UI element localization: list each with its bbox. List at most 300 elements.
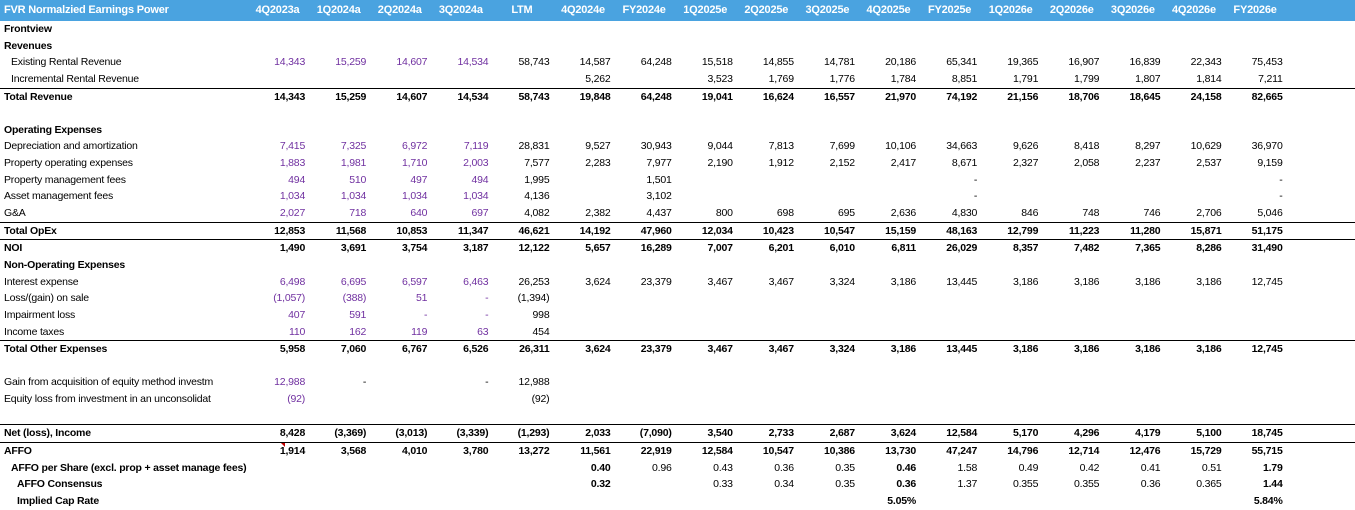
data-cell[interactable]: 6,010 xyxy=(829,242,855,255)
row-label[interactable]: Property operating expenses xyxy=(4,157,133,170)
data-cell[interactable]: 5,046 xyxy=(1257,207,1283,220)
data-cell[interactable]: 4,010 xyxy=(402,445,428,458)
data-cell[interactable]: 2,027 xyxy=(279,207,306,220)
data-cell[interactable]: 846 xyxy=(1021,207,1039,220)
data-cell[interactable]: 16,839 xyxy=(1129,56,1161,69)
data-cell[interactable]: 10,547 xyxy=(762,445,794,458)
data-cell[interactable]: 0.40 xyxy=(590,461,611,474)
data-cell[interactable]: 4,296 xyxy=(1074,427,1100,440)
data-cell[interactable]: 494 xyxy=(288,173,306,186)
data-cell[interactable]: 16,557 xyxy=(824,90,855,103)
row-label[interactable]: Asset management fees xyxy=(4,190,114,203)
data-cell[interactable]: 718 xyxy=(349,207,367,220)
data-cell[interactable]: (1,057) xyxy=(273,292,306,305)
data-cell[interactable]: 16,289 xyxy=(640,242,672,255)
data-cell[interactable]: 2,687 xyxy=(829,427,855,440)
data-cell[interactable]: - xyxy=(485,376,489,389)
data-cell[interactable]: 5.84% xyxy=(1253,494,1283,507)
data-cell[interactable]: 20,186 xyxy=(885,56,917,69)
data-cell[interactable]: 0.36 xyxy=(1140,478,1161,491)
row-label[interactable]: AFFO Consensus xyxy=(17,478,103,491)
row-label[interactable]: AFFO per Share (excl. prop + asset manage fees) xyxy=(11,461,247,474)
data-cell[interactable]: 4,179 xyxy=(1135,427,1161,440)
column-header[interactable]: 2Q2024a xyxy=(377,4,422,16)
data-cell[interactable]: 12,853 xyxy=(274,224,306,237)
data-cell[interactable]: 3,780 xyxy=(463,445,489,458)
data-cell[interactable]: 3,467 xyxy=(707,343,733,356)
data-cell[interactable]: 12,988 xyxy=(518,376,550,389)
data-cell[interactable]: 7,577 xyxy=(524,157,550,170)
data-cell[interactable]: 63 xyxy=(477,325,489,338)
data-cell[interactable]: 3,568 xyxy=(340,445,367,458)
data-cell[interactable]: 23,379 xyxy=(640,275,672,288)
data-cell[interactable]: 497 xyxy=(410,173,428,186)
data-cell[interactable]: 3,324 xyxy=(829,275,855,288)
data-cell[interactable]: 7,007 xyxy=(707,242,733,255)
data-cell[interactable]: 2,733 xyxy=(768,427,794,440)
data-cell[interactable]: 31,490 xyxy=(1251,242,1283,255)
column-header[interactable]: 4Q2023a xyxy=(255,4,300,16)
row-label[interactable]: Incremental Rental Revenue xyxy=(11,72,139,85)
data-cell[interactable]: 3,186 xyxy=(1135,343,1161,356)
row-label[interactable]: Frontview xyxy=(4,23,52,35)
data-cell[interactable]: 34,663 xyxy=(946,140,978,153)
column-header[interactable]: 4Q2025e xyxy=(866,4,911,16)
column-header[interactable]: FY2026e xyxy=(1233,4,1277,16)
data-cell[interactable]: 82,665 xyxy=(1251,90,1283,103)
data-cell[interactable]: 5.05% xyxy=(887,494,917,507)
row-label[interactable]: Income taxes xyxy=(4,325,65,338)
column-header[interactable]: 2Q2025e xyxy=(744,4,789,16)
data-cell[interactable]: 0.36 xyxy=(896,478,917,491)
data-cell[interactable]: 1,769 xyxy=(768,72,794,85)
data-cell[interactable]: 19,041 xyxy=(701,90,733,103)
data-cell[interactable]: 695 xyxy=(838,207,855,220)
data-cell[interactable]: 14,192 xyxy=(579,224,611,237)
data-cell[interactable]: 3,691 xyxy=(340,242,367,255)
row-label[interactable]: Revenues xyxy=(4,39,53,52)
data-cell[interactable]: 74,192 xyxy=(946,90,978,103)
data-cell[interactable]: - xyxy=(973,190,978,203)
data-cell[interactable]: 12,122 xyxy=(518,242,550,255)
data-cell[interactable]: 12,584 xyxy=(946,427,978,440)
data-cell[interactable]: 47,960 xyxy=(640,224,672,237)
column-header[interactable]: 1Q2024a xyxy=(316,4,361,16)
data-cell[interactable]: 11,561 xyxy=(580,445,611,458)
data-cell[interactable]: (3,369) xyxy=(334,427,367,440)
data-cell[interactable]: 0.355 xyxy=(1012,478,1039,491)
data-cell[interactable]: 26,253 xyxy=(518,275,550,288)
row-label[interactable]: Depreciation and amortization xyxy=(4,140,138,153)
data-cell[interactable]: 30,943 xyxy=(640,140,672,153)
data-cell[interactable]: 1,807 xyxy=(1135,72,1161,85)
data-cell[interactable]: 2,636 xyxy=(890,207,917,220)
data-cell[interactable]: 162 xyxy=(349,325,367,338)
data-cell[interactable]: 3,186 xyxy=(1012,275,1039,288)
data-cell[interactable]: 7,060 xyxy=(340,343,367,356)
data-cell[interactable]: 3,186 xyxy=(890,275,917,288)
data-cell[interactable]: 5,657 xyxy=(585,242,611,255)
column-header[interactable]: 4Q2024e xyxy=(561,4,605,16)
data-cell[interactable]: 13,445 xyxy=(946,343,978,356)
data-cell[interactable]: 2,417 xyxy=(890,157,917,170)
data-cell[interactable]: 3,187 xyxy=(463,242,489,255)
data-cell[interactable]: 13,272 xyxy=(518,445,550,458)
data-cell[interactable]: 6,811 xyxy=(891,242,917,255)
data-cell[interactable]: 3,467 xyxy=(707,275,733,288)
data-cell[interactable]: 0.355 xyxy=(1074,478,1100,491)
data-cell[interactable]: 58,743 xyxy=(518,56,550,69)
data-cell[interactable]: 407 xyxy=(288,308,306,321)
data-cell[interactable]: 10,106 xyxy=(885,140,917,153)
data-cell[interactable]: 14,607 xyxy=(396,56,428,69)
row-label[interactable]: Net (loss), Income xyxy=(4,427,91,440)
data-cell[interactable]: 48,163 xyxy=(946,224,978,237)
data-cell[interactable]: 7,813 xyxy=(768,140,794,153)
data-cell[interactable]: 7,699 xyxy=(829,140,855,153)
data-cell[interactable]: 64,248 xyxy=(640,56,672,69)
data-cell[interactable]: 19,848 xyxy=(579,90,611,103)
data-cell[interactable]: 65,341 xyxy=(946,56,978,69)
data-cell[interactable]: 0.365 xyxy=(1196,478,1222,491)
data-cell[interactable]: 2,033 xyxy=(585,427,611,440)
data-cell[interactable]: (1,293) xyxy=(517,427,550,440)
data-cell[interactable]: 800 xyxy=(715,207,733,220)
column-header[interactable]: 3Q2025e xyxy=(805,4,850,16)
data-cell[interactable]: 1,784 xyxy=(890,72,917,85)
data-cell[interactable]: 0.51 xyxy=(1201,461,1222,474)
data-cell[interactable]: 5,170 xyxy=(1012,427,1039,440)
data-cell[interactable]: 1.37 xyxy=(957,478,978,491)
data-cell[interactable]: 14,607 xyxy=(396,90,428,103)
data-cell[interactable]: 11,568 xyxy=(335,224,367,237)
data-cell[interactable]: 2,283 xyxy=(585,157,611,170)
data-cell[interactable]: 4,830 xyxy=(951,207,978,220)
data-cell[interactable]: 3,186 xyxy=(1012,343,1039,356)
data-cell[interactable]: 1,791 xyxy=(1012,72,1039,85)
data-cell[interactable]: 2,537 xyxy=(1196,157,1222,170)
data-cell[interactable]: (1,394) xyxy=(517,292,550,305)
data-cell[interactable]: 0.96 xyxy=(652,461,672,474)
data-cell[interactable]: 3,467 xyxy=(768,343,794,356)
row-label[interactable]: NOI xyxy=(4,242,23,255)
data-cell[interactable]: 0.33 xyxy=(713,478,733,491)
column-header[interactable]: 4Q2026e xyxy=(1172,4,1216,16)
data-cell[interactable]: 4,082 xyxy=(524,207,550,220)
column-header[interactable]: 2Q2026e xyxy=(1049,4,1094,16)
data-cell[interactable]: 5,958 xyxy=(279,343,306,356)
data-cell[interactable]: 13,730 xyxy=(885,445,917,458)
data-cell[interactable]: 591 xyxy=(349,308,367,321)
sheet-title[interactable]: FVR Normalzied Earnings Power xyxy=(4,4,169,16)
data-cell[interactable]: 3,523 xyxy=(707,72,733,85)
data-cell[interactable]: (92) xyxy=(531,393,550,406)
data-cell[interactable]: 8,418 xyxy=(1074,140,1100,153)
data-cell[interactable]: 6,767 xyxy=(402,343,428,356)
data-cell[interactable]: 2,152 xyxy=(829,157,855,170)
data-cell[interactable]: 19,365 xyxy=(1007,56,1039,69)
data-cell[interactable]: 1,914 xyxy=(279,445,306,458)
data-cell[interactable]: 1,799 xyxy=(1074,72,1100,85)
data-cell[interactable]: 1,776 xyxy=(829,72,855,85)
data-cell[interactable]: 26,029 xyxy=(946,242,978,255)
data-cell[interactable]: 9,159 xyxy=(1257,157,1283,170)
data-cell[interactable]: (3,339) xyxy=(456,427,489,440)
data-cell[interactable]: 1,814 xyxy=(1196,72,1222,85)
data-cell[interactable]: 47,247 xyxy=(946,445,978,458)
row-label[interactable]: Equity loss from investment in an unconsolidat xyxy=(4,393,211,406)
data-cell[interactable]: 4,136 xyxy=(524,190,550,203)
data-cell[interactable]: - xyxy=(1279,173,1283,186)
data-cell[interactable]: 1,490 xyxy=(279,242,306,255)
data-cell[interactable]: 6,597 xyxy=(402,275,428,288)
data-cell[interactable]: 3,186 xyxy=(1074,275,1100,288)
data-cell[interactable]: 26,311 xyxy=(519,343,550,356)
data-cell[interactable]: 3,624 xyxy=(890,427,917,440)
data-cell[interactable]: 1,981 xyxy=(340,157,367,170)
data-cell[interactable]: 494 xyxy=(471,173,489,186)
data-cell[interactable]: 2,382 xyxy=(585,207,611,220)
data-cell[interactable]: - xyxy=(423,308,428,321)
data-cell[interactable]: 7,482 xyxy=(1074,242,1100,255)
data-cell[interactable]: 6,972 xyxy=(402,140,428,153)
data-cell[interactable]: 2,058 xyxy=(1074,157,1100,170)
data-cell[interactable]: 18,706 xyxy=(1068,90,1100,103)
data-cell[interactable]: 14,343 xyxy=(274,90,306,103)
data-cell[interactable]: 1,995 xyxy=(524,173,550,186)
data-cell[interactable]: 64,248 xyxy=(640,90,672,103)
data-cell[interactable]: 12,034 xyxy=(701,224,733,237)
data-cell[interactable]: 1,710 xyxy=(402,157,428,170)
data-cell[interactable]: 14,855 xyxy=(762,56,794,69)
data-cell[interactable]: (388) xyxy=(342,292,367,305)
data-cell[interactable]: 14,534 xyxy=(457,90,489,103)
data-cell[interactable]: 9,626 xyxy=(1012,140,1039,153)
row-label[interactable]: Total OpEx xyxy=(4,224,57,237)
data-cell[interactable]: 12,745 xyxy=(1251,343,1283,356)
data-cell[interactable]: 3,102 xyxy=(646,190,672,203)
data-cell[interactable]: 1,883 xyxy=(279,157,306,170)
data-cell[interactable]: 15,518 xyxy=(701,56,733,69)
column-header[interactable]: 3Q2024a xyxy=(438,4,483,16)
data-cell[interactable]: 8,428 xyxy=(279,427,306,440)
data-cell[interactable]: 3,186 xyxy=(1135,275,1161,288)
data-cell[interactable]: 14,587 xyxy=(579,56,611,69)
data-cell[interactable]: 7,415 xyxy=(279,140,306,153)
data-cell[interactable]: 3,186 xyxy=(1196,343,1222,356)
data-cell[interactable]: 6,201 xyxy=(768,242,794,255)
data-cell[interactable]: 698 xyxy=(776,207,794,220)
data-cell[interactable]: 3,624 xyxy=(585,275,611,288)
data-cell[interactable]: 11,280 xyxy=(1130,224,1161,237)
data-cell[interactable]: 14,781 xyxy=(824,56,855,69)
row-label[interactable]: Loss/(gain) on sale xyxy=(4,292,89,305)
data-cell[interactable]: 12,799 xyxy=(1007,224,1039,237)
data-cell[interactable]: 14,534 xyxy=(457,56,489,69)
data-cell[interactable]: 7,325 xyxy=(340,140,367,153)
data-cell[interactable]: 6,498 xyxy=(279,275,306,288)
data-cell[interactable]: 21,156 xyxy=(1007,90,1039,103)
data-cell[interactable]: 7,365 xyxy=(1135,242,1161,255)
data-cell[interactable]: 18,745 xyxy=(1251,427,1283,440)
data-cell[interactable]: 110 xyxy=(288,325,306,338)
data-cell[interactable]: 15,871 xyxy=(1190,224,1222,237)
data-cell[interactable]: 8,851 xyxy=(951,72,978,85)
row-label[interactable]: Total Revenue xyxy=(4,90,73,103)
data-cell[interactable]: 0.32 xyxy=(590,478,611,491)
data-cell[interactable]: 0.43 xyxy=(713,461,733,474)
data-cell[interactable]: (7,090) xyxy=(639,427,672,440)
data-cell[interactable]: (3,013) xyxy=(395,427,428,440)
data-cell[interactable]: 12,714 xyxy=(1068,445,1100,458)
data-cell[interactable]: 46,621 xyxy=(518,224,550,237)
data-cell[interactable]: 3,624 xyxy=(585,343,611,356)
comment-marker-icon[interactable] xyxy=(281,443,285,447)
data-cell[interactable]: 0.36 xyxy=(774,461,794,474)
data-cell[interactable]: 2,003 xyxy=(463,157,489,170)
data-cell[interactable]: 16,907 xyxy=(1068,56,1100,69)
data-cell[interactable]: - xyxy=(362,376,367,389)
data-cell[interactable]: 51,175 xyxy=(1251,224,1283,237)
data-cell[interactable]: 2,706 xyxy=(1196,207,1222,220)
data-cell[interactable]: 5,262 xyxy=(585,72,611,85)
row-label[interactable]: Operating Expenses xyxy=(4,123,102,136)
column-header[interactable]: FY2024e xyxy=(622,4,666,16)
data-cell[interactable]: - xyxy=(485,292,489,305)
data-cell[interactable]: 8,357 xyxy=(1012,242,1039,255)
data-cell[interactable]: 2,190 xyxy=(707,157,733,170)
row-label[interactable]: AFFO xyxy=(4,445,32,458)
data-cell[interactable]: 14,796 xyxy=(1007,445,1039,458)
data-cell[interactable]: 1,912 xyxy=(768,157,794,170)
data-cell[interactable]: 0.42 xyxy=(1079,461,1100,474)
data-cell[interactable]: 2,327 xyxy=(1012,157,1039,170)
row-label[interactable]: Gain from acquisition of equity method investm xyxy=(4,376,214,389)
data-cell[interactable]: 24,158 xyxy=(1190,90,1222,103)
data-cell[interactable]: 7,211 xyxy=(1258,72,1283,85)
data-cell[interactable]: 8,671 xyxy=(951,157,978,170)
row-label[interactable]: Existing Rental Revenue xyxy=(11,56,122,69)
data-cell[interactable]: - xyxy=(973,173,978,186)
column-header[interactable]: 3Q2026e xyxy=(1110,4,1155,16)
data-cell[interactable]: 8,286 xyxy=(1196,242,1222,255)
data-cell[interactable]: 75,453 xyxy=(1251,56,1283,69)
data-cell[interactable]: 36,970 xyxy=(1251,140,1283,153)
data-cell[interactable]: 7,977 xyxy=(646,157,672,170)
row-label[interactable]: G&A xyxy=(4,207,26,220)
data-cell[interactable]: 1,034 xyxy=(340,190,367,203)
row-label[interactable]: Impairment loss xyxy=(4,308,76,321)
row-label[interactable]: Non-Operating Expenses xyxy=(4,258,126,271)
data-cell[interactable]: 1,034 xyxy=(402,190,428,203)
data-cell[interactable]: 640 xyxy=(410,207,428,220)
column-header[interactable]: LTM xyxy=(511,4,533,16)
data-cell[interactable]: 10,423 xyxy=(762,224,794,237)
data-cell[interactable]: 1.79 xyxy=(1262,461,1283,474)
data-cell[interactable]: - xyxy=(1279,190,1283,203)
data-cell[interactable]: 3,467 xyxy=(768,275,794,288)
data-cell[interactable]: 12,584 xyxy=(701,445,733,458)
data-cell[interactable]: 9,527 xyxy=(585,140,611,153)
data-cell[interactable]: 510 xyxy=(349,173,367,186)
data-cell[interactable]: 746 xyxy=(1143,207,1161,220)
data-cell[interactable]: 21,970 xyxy=(885,90,917,103)
data-cell[interactable]: 12,745 xyxy=(1251,275,1283,288)
row-label[interactable]: Property management fees xyxy=(4,173,126,186)
data-cell[interactable]: 1.44 xyxy=(1262,478,1283,491)
data-cell[interactable]: 15,259 xyxy=(335,90,367,103)
data-cell[interactable]: 0.49 xyxy=(1018,461,1039,474)
data-cell[interactable]: 2,237 xyxy=(1135,157,1161,170)
data-cell[interactable]: 0.34 xyxy=(774,478,794,491)
data-cell[interactable]: 1,034 xyxy=(279,190,306,203)
data-cell[interactable]: 0.35 xyxy=(835,461,855,474)
data-cell[interactable]: 11,347 xyxy=(458,224,489,237)
data-cell[interactable]: 6,526 xyxy=(463,343,489,356)
data-cell[interactable]: 8,297 xyxy=(1135,140,1161,153)
data-cell[interactable]: 14,343 xyxy=(274,56,306,69)
data-cell[interactable]: 1,501 xyxy=(646,173,672,186)
data-cell[interactable]: 58,743 xyxy=(518,90,550,103)
data-cell[interactable]: 3,754 xyxy=(402,242,428,255)
data-cell[interactable]: 3,324 xyxy=(829,343,855,356)
data-cell[interactable]: 13,445 xyxy=(946,275,978,288)
data-cell[interactable]: 454 xyxy=(532,325,550,338)
data-cell[interactable]: 6,463 xyxy=(463,275,489,288)
data-cell[interactable]: 3,540 xyxy=(707,427,733,440)
data-cell[interactable]: 10,629 xyxy=(1190,140,1222,153)
data-cell[interactable]: 0.46 xyxy=(896,461,917,474)
data-cell[interactable]: 6,695 xyxy=(340,275,367,288)
data-cell[interactable]: 15,159 xyxy=(885,224,917,237)
column-header[interactable]: FY2025e xyxy=(927,4,972,16)
data-cell[interactable]: 12,988 xyxy=(274,376,306,389)
data-cell[interactable]: 15,729 xyxy=(1190,445,1222,458)
data-cell[interactable]: 23,379 xyxy=(640,343,672,356)
data-cell[interactable]: 1,034 xyxy=(463,190,489,203)
data-cell[interactable]: 748 xyxy=(1082,207,1100,220)
data-cell[interactable]: 0.41 xyxy=(1140,461,1161,474)
row-label[interactable]: Total Other Expenses xyxy=(4,343,108,356)
data-cell[interactable]: 5,100 xyxy=(1196,427,1222,440)
data-cell[interactable]: (92) xyxy=(287,393,306,406)
data-cell[interactable]: 16,624 xyxy=(762,90,794,103)
data-cell[interactable]: 4,437 xyxy=(646,207,672,220)
data-cell[interactable]: 10,853 xyxy=(396,224,428,237)
data-cell[interactable]: 15,259 xyxy=(335,56,367,69)
data-cell[interactable]: 1.58 xyxy=(957,461,978,474)
data-cell[interactable]: 7,119 xyxy=(463,140,489,153)
data-cell[interactable]: 28,831 xyxy=(518,140,550,153)
data-cell[interactable]: 697 xyxy=(471,207,489,220)
data-cell[interactable]: 12,476 xyxy=(1129,445,1161,458)
data-cell[interactable]: 9,044 xyxy=(707,140,733,153)
data-cell[interactable]: 119 xyxy=(411,325,428,338)
data-cell[interactable]: 22,343 xyxy=(1190,56,1222,69)
data-cell[interactable]: 998 xyxy=(532,308,550,321)
data-cell[interactable]: 22,919 xyxy=(640,445,672,458)
column-header[interactable]: 1Q2026e xyxy=(988,4,1033,16)
row-label[interactable]: Interest expense xyxy=(4,275,79,288)
data-cell[interactable]: 55,715 xyxy=(1251,445,1283,458)
data-cell[interactable]: 3,186 xyxy=(1074,343,1100,356)
data-cell[interactable]: 11,223 xyxy=(1068,224,1100,237)
data-cell[interactable]: 3,186 xyxy=(890,343,917,356)
data-cell[interactable]: 10,386 xyxy=(824,445,855,458)
data-cell[interactable]: 0.35 xyxy=(835,478,855,491)
data-cell[interactable]: - xyxy=(485,308,489,321)
row-label[interactable]: Implied Cap Rate xyxy=(17,494,99,507)
